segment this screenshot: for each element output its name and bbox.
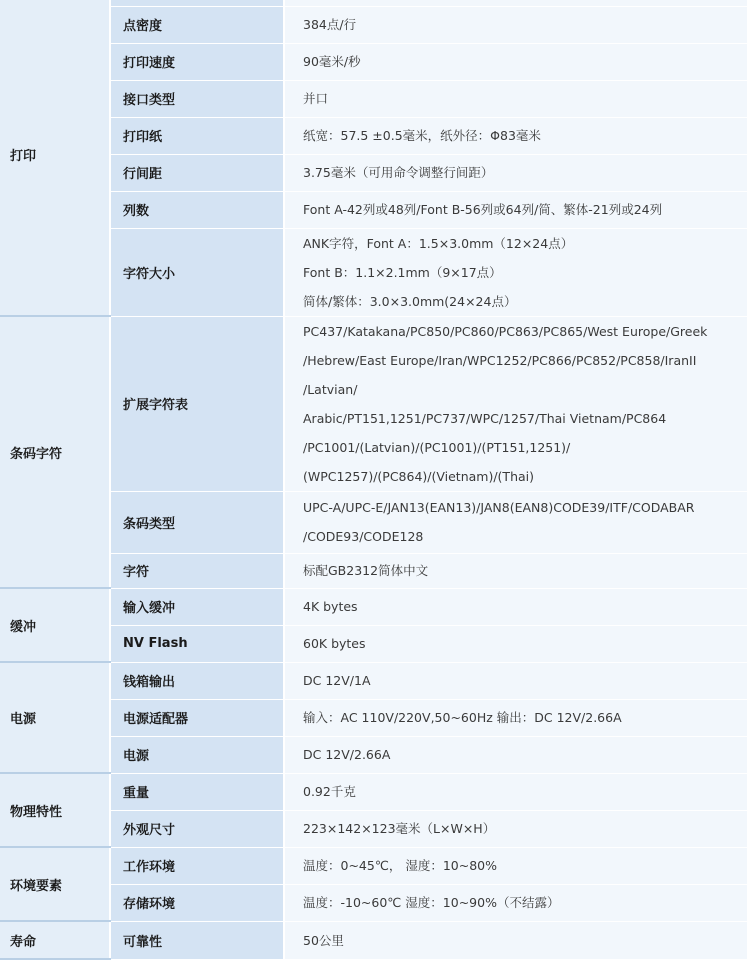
spec-value-line: PC437/Katakana/PC850/PC860/PC863/PC865/West Europe/Greek: [303, 323, 708, 339]
spec-item-value: [284, 228, 747, 316]
spec-item-value: [284, 736, 747, 773]
spec-row: [0, 921, 747, 959]
spec-item-value: [284, 773, 747, 810]
spec-item-value: [284, 847, 747, 884]
spec-value-line: Font A-42列或48列/Font B-56列或64列/简、繁体-21列或24列: [303, 202, 663, 217]
spec-value-line: 标配GB2312简体中文: [303, 563, 429, 578]
spec-row: [0, 736, 747, 773]
spec-item-value: [284, 662, 747, 699]
spec-row: [0, 117, 747, 154]
spec-value-lines: [303, 195, 747, 224]
section-category: 物理特性: [0, 773, 110, 847]
spec-value-lines: [303, 851, 747, 880]
spec-row: [0, 810, 747, 847]
spec-value-line: (WPC1257)/(PC864)/(Vietnam)/(Thai): [303, 468, 534, 484]
spec-value-lines: [303, 629, 747, 658]
spec-value-line: 223×142×123毫米（L×W×H）: [303, 821, 496, 836]
spec-item-label: 字符: [110, 553, 284, 588]
spec-row: [0, 699, 747, 736]
spec-item-label: 钱箱输出: [110, 662, 284, 699]
spec-item-label: 可靠性: [110, 921, 284, 959]
spec-item-label: 打印纸: [110, 117, 284, 154]
spec-row: [0, 154, 747, 191]
spec-item-value: [284, 588, 747, 625]
spec-value-line: 输入：AC 110V/220V,50~60Hz 输出：DC 12V/2.66A: [303, 710, 622, 725]
section-category: 电源: [0, 662, 110, 773]
spec-value-line: DC 12V/2.66A: [303, 747, 391, 762]
spec-row: [0, 6, 747, 43]
spec-item-value: [284, 699, 747, 736]
spec-value-lines: [303, 740, 747, 769]
spec-value-lines: [303, 493, 747, 551]
spec-row: [0, 773, 747, 810]
spec-item-label: 打印速度: [110, 43, 284, 80]
spec-item-value: [284, 921, 747, 959]
spec-row: [0, 662, 747, 699]
spec-row: [0, 625, 747, 662]
spec-value-lines: [303, 703, 747, 732]
spec-item-value: [284, 491, 747, 553]
spec-value-line: 4K bytes: [303, 599, 358, 614]
spec-item-label: 接口类型: [110, 80, 284, 117]
spec-row: [0, 316, 747, 491]
spec-row: [0, 80, 747, 117]
spec-row: [0, 43, 747, 80]
spec-value-lines: [303, 814, 747, 843]
spec-value-line: ANK字符，Font A：1.5×3.0mm（12×24点）: [303, 235, 574, 251]
spec-item-label: 行间距: [110, 154, 284, 191]
spec-value-line: Arabic/PT151,1251/PC737/WPC/1257/Thai Vietnam/PC864: [303, 410, 667, 426]
spec-item-value: [284, 154, 747, 191]
spec-item-label: 点密度: [110, 6, 284, 43]
spec-item-label: 存储环境: [110, 884, 284, 921]
spec-value-line: /PC1001/(Latvian)/(PC1001)/(PT151,1251)/: [303, 439, 571, 455]
spec-item-label: NV Flash: [110, 625, 284, 662]
spec-item-label: 电源适配器: [110, 699, 284, 736]
spec-value-line: 纸宽：57.5 ±0.5毫米，纸外径：Φ83毫米: [303, 128, 541, 143]
spec-item-label: 条码类型: [110, 491, 284, 553]
spec-value-lines: [303, 666, 747, 695]
spec-value-line: DC 12V/1A: [303, 673, 371, 688]
spec-item-value: [284, 884, 747, 921]
spec-row: [0, 588, 747, 625]
spec-value-line: /Hebrew/East Europe/Iran/WPC1252/PC866/PC852/PC858/IranII: [303, 352, 697, 368]
spec-item-label: 字符大小: [110, 228, 284, 316]
spec-item-value: [284, 191, 747, 228]
spec-value-line: 0.92千克: [303, 784, 356, 799]
spec-value-line: /CODE93/CODE128: [303, 529, 424, 544]
section-category: 打印: [0, 0, 110, 316]
spec-value-lines: [303, 926, 747, 955]
spec-value-lines: [303, 592, 747, 621]
spec-value-line: Font B：1.1×2.1mm（9×17点）: [303, 264, 502, 280]
spec-item-label: 扩展字符表: [110, 316, 284, 491]
spec-row: [0, 228, 747, 316]
spec-value-line: 简体/繁体：3.0×3.0mm(24×24点）: [303, 293, 517, 309]
spec-item-value: [284, 117, 747, 154]
spec-item-label: 列数: [110, 191, 284, 228]
spec-item-value: [284, 553, 747, 588]
spec-item-label: 重量: [110, 773, 284, 810]
spec-value-lines: [303, 888, 747, 917]
spec-item-label: 输入缓冲: [110, 588, 284, 625]
spec-value-lines: [303, 777, 747, 806]
spec-value-line: 50公里: [303, 932, 344, 948]
spec-item-value: [284, 625, 747, 662]
spec-item-value: [284, 6, 747, 43]
spec-row: [0, 847, 747, 884]
section-category: 寿命: [0, 921, 110, 959]
spec-value-lines: [303, 158, 747, 187]
spec-value-line: 3.75毫米（可用命令调整行间距）: [303, 165, 494, 180]
spec-value-line: 温度：0~45℃， 湿度：10~80%: [303, 858, 498, 873]
spec-item-value: [284, 80, 747, 117]
spec-row: [0, 884, 747, 921]
spec-value-line: 90毫米/秒: [303, 54, 361, 69]
spec-value-lines: [303, 121, 747, 150]
spec-value-line: UPC-A/UPC-E/JAN13(EAN13)/JAN8(EAN8)CODE39/ITF/CODABAR: [303, 500, 695, 515]
spec-value-lines: [303, 10, 747, 39]
spec-value-line: /Latvian/: [303, 381, 358, 397]
spec-value-lines: [303, 47, 747, 76]
spec-row: [0, 191, 747, 228]
spec-value-lines: [303, 556, 747, 585]
spec-item-value: [284, 316, 747, 491]
section-category: 缓冲: [0, 588, 110, 662]
spec-item-label: 电源: [110, 736, 284, 773]
spec-value-line: 384点/行: [303, 17, 357, 32]
spec-value-line: 60K bytes: [303, 636, 366, 651]
spec-item-value: [284, 810, 747, 847]
spec-value-line: 并口: [303, 91, 329, 106]
spec-value-line: 温度：-10~60℃ 湿度：10~90%（不结露）: [303, 895, 560, 910]
spec-item-value: [284, 43, 747, 80]
section-category: 环境要素: [0, 847, 110, 921]
spec-item-label: 工作环境: [110, 847, 284, 884]
spec-value-lines: [303, 84, 747, 113]
spec-row: [0, 491, 747, 553]
spec-item-label: 外观尺寸: [110, 810, 284, 847]
spec-value-lines: [303, 317, 747, 491]
spec-value-lines: [303, 229, 747, 316]
section-category: 条码字符: [0, 316, 110, 588]
spec-row: [0, 553, 747, 588]
